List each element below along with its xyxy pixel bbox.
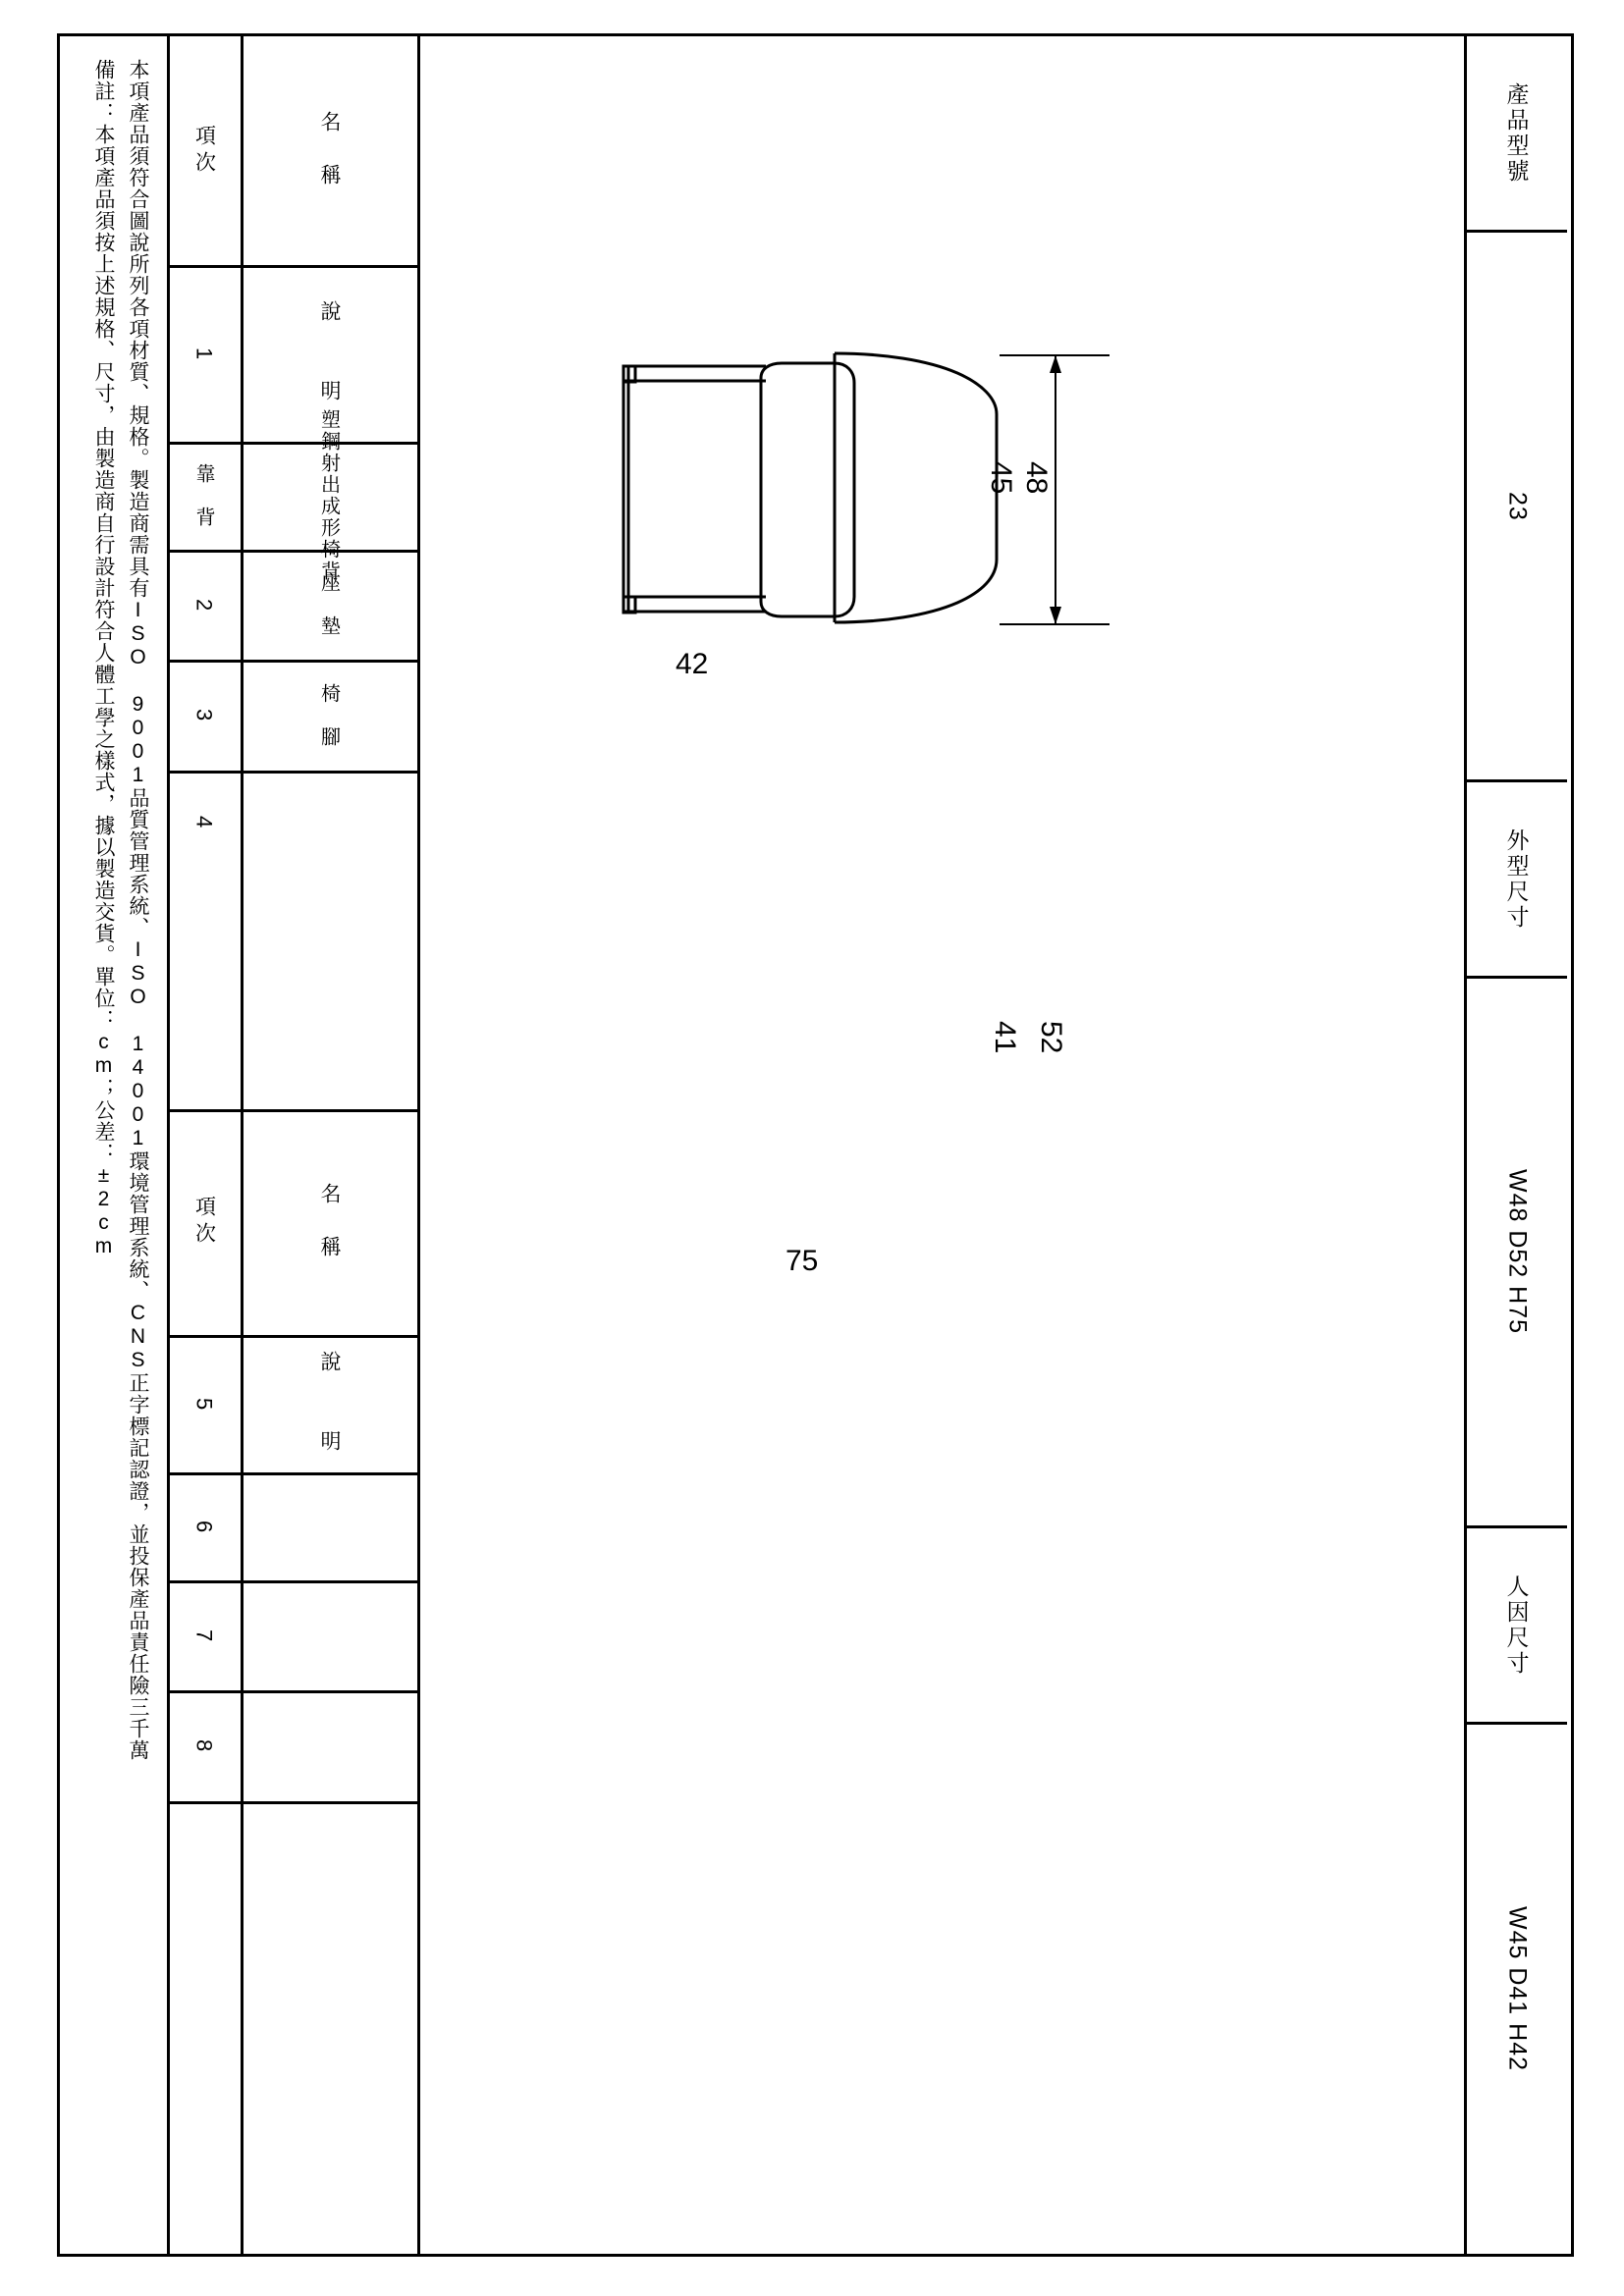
spec-label-ergo: 人因尺寸 bbox=[1503, 1574, 1530, 1677]
drawing-area bbox=[422, 39, 1434, 2248]
parts-left-row4-index: 4 bbox=[191, 816, 217, 828]
spec-value-ergo bbox=[1467, 1725, 1567, 2254]
parts-left-row1-desc: 塑鋼射出成形椅背 bbox=[317, 409, 340, 582]
spec-value-outer bbox=[1467, 979, 1567, 1528]
parts-right-row1-index: 5 bbox=[191, 1397, 217, 1411]
parts-table-divider-outer bbox=[417, 36, 420, 2254]
spec-value-model-text: 23 bbox=[1503, 491, 1532, 521]
spec-label-outer: 外型尺寸 bbox=[1503, 828, 1530, 931]
spec-table bbox=[1464, 36, 1564, 2254]
spec-row-outer bbox=[1467, 782, 1567, 979]
side-dim-41-label: 41 bbox=[989, 1021, 1021, 1054]
parts-right-row2-index: 6 bbox=[191, 1520, 217, 1533]
front-dim-48-label: 48 bbox=[1020, 461, 1053, 495]
parts-right-header-name: 名 稱 bbox=[318, 1182, 341, 1262]
note-line-1: 備註：本項產品須按上述規格、尺寸，由製造商自行設計符合人體工學之樣式，據以製造交貨。單位：cm；公差：±2cm bbox=[92, 59, 115, 1258]
spec-label-model: 產品型號 bbox=[1503, 81, 1530, 185]
parts-left-row2-index: 2 bbox=[191, 598, 217, 612]
parts-right-row3-index: 7 bbox=[191, 1629, 217, 1642]
front-dim-45-label: 45 bbox=[985, 461, 1017, 495]
parts-left-row3-index: 3 bbox=[191, 709, 217, 721]
technical-drawing-svg bbox=[422, 39, 1434, 2248]
parts-right-row4-index: 8 bbox=[191, 1739, 217, 1752]
note-line-2: 本項產品須符合圖說所列各項材質、規格。製造商需具有ISO 9001品質管理系統、ISO 14001環境管理系統、CNS正字標記認證，並投保產品責任險三千萬 bbox=[127, 59, 149, 1761]
spec-value-outer-text: W48 D52 H75 bbox=[1503, 1169, 1532, 1335]
spec-row-ergo bbox=[1467, 1528, 1567, 1725]
spec-value-ergo-text: W45 D41 H42 bbox=[1503, 1906, 1532, 2072]
parts-left-header-desc: 說 明 bbox=[318, 300, 341, 406]
front-dim-42-label: 42 bbox=[676, 648, 709, 680]
front-view-geometry bbox=[623, 353, 997, 622]
parts-left-header-index: 項次 bbox=[192, 124, 216, 178]
parts-left-row2-name: 座 墊 bbox=[317, 572, 340, 637]
parts-right-header-index: 項次 bbox=[192, 1196, 216, 1249]
parts-left-row3-name: 椅 腳 bbox=[317, 682, 340, 748]
side-dim-75-label: 75 bbox=[785, 1245, 819, 1277]
spec-value-model bbox=[1467, 233, 1567, 782]
side-dim-52-label: 52 bbox=[1035, 1021, 1067, 1054]
parts-left-row1-name: 靠 背 bbox=[192, 463, 214, 528]
parts-right-row-line-4 bbox=[167, 1801, 417, 1804]
parts-left-row1-index: 1 bbox=[191, 347, 217, 360]
parts-left-header-name: 名 稱 bbox=[318, 111, 341, 190]
parts-right-header-desc: 說 明 bbox=[318, 1351, 341, 1457]
spec-row-model bbox=[1467, 36, 1567, 233]
